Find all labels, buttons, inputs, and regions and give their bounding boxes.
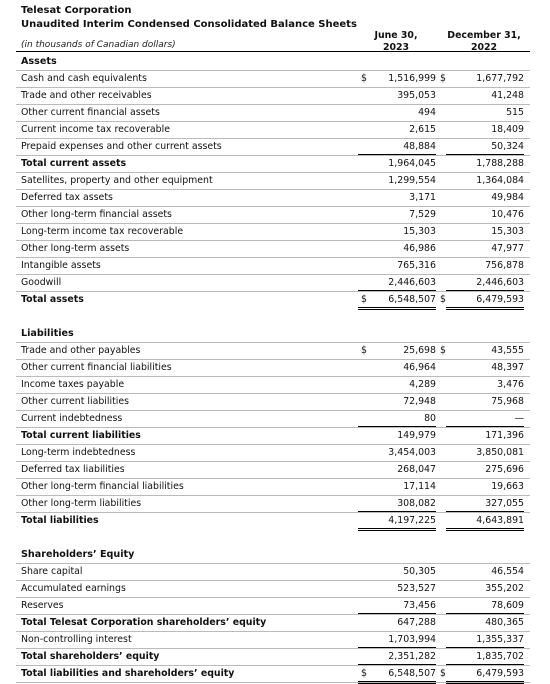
value-cell-jun-2023 (358, 563, 436, 579)
cell-value: 765,316 (397, 260, 436, 271)
value-cell-jun-2023 (358, 240, 436, 256)
row-divider (16, 495, 530, 496)
row-label: Current indebtedness (21, 413, 123, 424)
value-cell-dec-2022 (446, 155, 524, 171)
cell-value: 1,788,288 (476, 158, 524, 169)
table-row-long-term-income-tax-recoverable (0, 223, 550, 240)
value-cell-jun-2023 (358, 155, 436, 171)
currency-symbol: $ (440, 73, 446, 84)
currency-symbol: $ (361, 294, 367, 305)
cell-value: 171,396 (485, 430, 524, 441)
cell-value: 50,324 (491, 141, 524, 152)
row-divider (16, 274, 530, 275)
row-divider (16, 342, 530, 343)
currency-symbol: $ (361, 73, 367, 84)
cell-value: 41,248 (491, 90, 524, 101)
row-label: Goodwill (21, 277, 62, 288)
value-cell-dec-2022 (446, 359, 524, 375)
table-row-trade-and-other-payables (0, 342, 550, 359)
row-divider (16, 104, 530, 105)
table-row-long-term-indebtedness (0, 444, 550, 461)
cell-value: 47,977 (491, 243, 524, 254)
value-cell-jun-2023 (358, 342, 436, 358)
cell-value: 46,986 (403, 243, 436, 254)
cell-value: 1,677,792 (476, 73, 524, 84)
row-divider (16, 682, 530, 683)
cell-value: 1,364,084 (476, 175, 524, 186)
value-cell-jun-2023 (358, 172, 436, 188)
row-label: Other current financial liabilities (21, 362, 172, 373)
row-divider (16, 189, 530, 190)
value-cell-dec-2022 (446, 87, 524, 103)
row-label: Total liabilities and shareholders’ equity (21, 668, 235, 679)
value-cell-jun-2023 (358, 597, 436, 614)
value-cell-jun-2023 (358, 376, 436, 392)
spacer-row (0, 529, 550, 546)
row-divider (16, 376, 530, 377)
row-divider (16, 70, 530, 71)
cell-value: 1,299,554 (388, 175, 436, 186)
value-cell-dec-2022 (446, 342, 524, 358)
currency-symbol: $ (440, 668, 446, 679)
value-cell-dec-2022 (446, 478, 524, 494)
table-row-other-current-financial-liabilities (0, 359, 550, 376)
cell-value: 327,055 (485, 498, 524, 509)
cell-value: 72,948 (403, 396, 436, 407)
cell-value: 2,351,282 (388, 651, 436, 662)
table-row-prepaid-expenses-and-other-current-assets (0, 138, 550, 155)
table-row-intangible-assets (0, 257, 550, 274)
cell-value: 43,555 (491, 345, 524, 356)
row-divider (16, 206, 530, 207)
table-row-total-current-assets (0, 155, 550, 172)
row-label: Other long-term liabilities (21, 498, 142, 509)
row-divider (16, 631, 530, 632)
section-heading-assets (0, 53, 550, 70)
cell-value: 10,476 (491, 209, 524, 220)
value-cell-dec-2022 (446, 206, 524, 222)
value-cell-dec-2022 (446, 274, 524, 291)
cell-value: 19,663 (491, 481, 524, 492)
value-cell-jun-2023 (358, 648, 436, 665)
row-label: Non-controlling interest (21, 634, 132, 645)
cell-value: 6,548,507 (388, 294, 436, 305)
table-row-other-long-term-financial-liabilities (0, 478, 550, 495)
value-cell-jun-2023 (358, 206, 436, 222)
cell-value: 4,643,891 (476, 515, 524, 526)
company-name: Telesat Corporation (21, 5, 132, 16)
value-cell-jun-2023 (358, 274, 436, 291)
section-heading-shareholders-equity (0, 546, 550, 563)
row-divider (16, 614, 530, 615)
table-row-current-indebtedness (0, 410, 550, 427)
currency-symbol: $ (361, 345, 367, 356)
table-row-total-liabilities (0, 512, 550, 529)
value-cell-dec-2022 (446, 410, 524, 427)
value-cell-dec-2022 (446, 70, 524, 86)
table-row-satellites-property-and-other-equipment (0, 172, 550, 189)
table-row-other-current-financial-assets (0, 104, 550, 121)
cell-value: 149,979 (397, 430, 436, 441)
row-label: Total Telesat Corporation shareholders’ equity (21, 617, 267, 628)
value-cell-jun-2023 (358, 410, 436, 427)
cell-value: 523,527 (397, 583, 436, 594)
row-label: Other current financial assets (21, 107, 160, 118)
cell-value: 15,303 (491, 226, 524, 237)
cell-value: 6,548,507 (388, 668, 436, 679)
cell-value: 1,964,045 (388, 158, 436, 169)
row-label: Satellites, property and other equipment (21, 175, 213, 186)
value-cell-jun-2023 (358, 189, 436, 205)
value-cell-dec-2022 (446, 580, 524, 596)
cell-value: 3,850,081 (476, 447, 524, 458)
row-label: Intangible assets (21, 260, 101, 271)
value-cell-dec-2022 (446, 597, 524, 614)
table-row-deferred-tax-liabilities (0, 461, 550, 478)
value-cell-dec-2022 (446, 240, 524, 256)
section-heading-liabilities (0, 325, 550, 342)
table-row-accumulated-earnings (0, 580, 550, 597)
cell-value: 494 (418, 107, 436, 118)
cell-value: 1,516,999 (388, 73, 436, 84)
balance-sheet-rows (0, 53, 550, 682)
cell-value: 50,305 (403, 566, 436, 577)
value-cell-jun-2023 (358, 138, 436, 155)
cell-value: 308,082 (397, 498, 436, 509)
value-cell-dec-2022 (446, 257, 524, 273)
cell-value: 1,703,994 (388, 634, 436, 645)
row-label: Prepaid expenses and other current assets (21, 141, 222, 152)
row-label: Other long-term financial assets (21, 209, 172, 220)
row-divider (16, 648, 530, 649)
spacer-row (0, 308, 550, 325)
value-cell-dec-2022 (446, 376, 524, 392)
row-label: Assets (21, 56, 57, 67)
value-cell-jun-2023 (358, 478, 436, 494)
value-cell-jun-2023 (358, 359, 436, 375)
table-row-other-long-term-liabilities (0, 495, 550, 512)
table-row-total-assets (0, 291, 550, 308)
row-divider (16, 87, 530, 88)
cell-value: 25,698 (403, 345, 436, 356)
cell-value: 2,446,603 (388, 277, 436, 288)
value-cell-dec-2022 (446, 189, 524, 205)
row-label: Reserves (21, 600, 64, 611)
value-cell-jun-2023 (358, 461, 436, 477)
header-rule (16, 51, 530, 52)
value-cell-dec-2022 (446, 223, 524, 239)
cell-value: 275,696 (485, 464, 524, 475)
value-cell-dec-2022 (446, 461, 524, 477)
value-cell-jun-2023 (358, 121, 436, 137)
row-divider (16, 478, 530, 479)
cell-value: 3,171 (409, 192, 436, 203)
currency-symbol: $ (361, 668, 367, 679)
row-label: Long-term income tax recoverable (21, 226, 184, 237)
cell-value: — (514, 413, 524, 424)
value-cell-dec-2022 (446, 393, 524, 409)
cell-value: 2,615 (409, 124, 436, 135)
cell-value: 80 (424, 413, 436, 424)
cell-value: 46,554 (491, 566, 524, 577)
row-divider (16, 410, 530, 411)
row-label: Other current liabilities (21, 396, 130, 407)
row-label: Deferred tax assets (21, 192, 113, 203)
table-row-current-income-tax-recoverable (0, 121, 550, 138)
row-divider (16, 444, 530, 445)
cell-value: 46,964 (403, 362, 436, 373)
row-label: Deferred tax liabilities (21, 464, 125, 475)
row-label: Long-term indebtedness (21, 447, 136, 458)
value-cell-dec-2022 (446, 495, 524, 512)
statement-title: Unaudited Interim Condensed Consolidated Balance Sheets (21, 19, 357, 30)
value-cell-jun-2023 (358, 393, 436, 409)
row-divider (16, 240, 530, 241)
cell-value: 48,397 (491, 362, 524, 373)
row-divider (16, 461, 530, 462)
row-divider (16, 512, 530, 513)
value-cell-dec-2022 (446, 427, 524, 443)
value-cell-dec-2022 (446, 631, 524, 648)
value-cell-dec-2022 (446, 444, 524, 460)
row-divider (16, 138, 530, 139)
cell-value: 756,878 (485, 260, 524, 271)
table-row-other-long-term-financial-assets (0, 206, 550, 223)
statement-header (21, 4, 357, 32)
currency-symbol: $ (440, 294, 446, 305)
row-divider (16, 580, 530, 581)
row-label: Other long-term assets (21, 243, 130, 254)
cell-value: 480,365 (485, 617, 524, 628)
row-label: Accumulated earnings (21, 583, 126, 594)
cell-value: 4,289 (409, 379, 436, 390)
row-divider (16, 257, 530, 258)
row-label: Share capital (21, 566, 83, 577)
cell-value: 48,884 (403, 141, 436, 152)
row-label: Trade and other receivables (21, 90, 152, 101)
cell-value: 18,409 (491, 124, 524, 135)
cell-value: 355,202 (485, 583, 524, 594)
cell-value: 1,835,702 (476, 651, 524, 662)
cell-value: 1,355,337 (476, 634, 524, 645)
cell-value: 395,053 (397, 90, 436, 101)
value-cell-jun-2023 (358, 614, 436, 630)
table-row-non-controlling-interest (0, 631, 550, 648)
value-cell-jun-2023 (358, 87, 436, 103)
row-divider (16, 155, 530, 156)
row-divider (16, 291, 530, 292)
row-label: Total shareholders’ equity (21, 651, 160, 662)
table-row-total-telesat-corporation-shareholders-equity (0, 614, 550, 631)
row-divider (16, 393, 530, 394)
row-divider (16, 121, 530, 122)
cell-value: 647,288 (397, 617, 436, 628)
cell-value: 6,479,593 (476, 294, 524, 305)
cell-value: 515 (506, 107, 524, 118)
cell-value: 4,197,225 (388, 515, 436, 526)
cell-value: 78,609 (491, 600, 524, 611)
value-cell-jun-2023 (358, 104, 436, 120)
row-divider (16, 427, 530, 428)
table-row-total-shareholders-equity (0, 648, 550, 665)
table-row-cash-and-cash-equivalents (0, 70, 550, 87)
value-cell-jun-2023 (358, 70, 436, 86)
column-header-prior-line1: December 31, (447, 30, 521, 41)
row-label: Other long-term financial liabilities (21, 481, 184, 492)
value-cell-jun-2023 (358, 257, 436, 273)
value-cell-jun-2023 (358, 444, 436, 460)
value-cell-dec-2022 (446, 563, 524, 579)
table-row-goodwill (0, 274, 550, 291)
value-cell-jun-2023 (358, 495, 436, 512)
table-row-deferred-tax-assets (0, 189, 550, 206)
row-divider (16, 359, 530, 360)
row-divider (16, 172, 530, 173)
table-row-share-capital (0, 563, 550, 580)
table-row-other-long-term-assets (0, 240, 550, 257)
cell-value: 2,446,603 (476, 277, 524, 288)
table-row-total-liabilities-and-shareholders-equity (0, 665, 550, 682)
row-divider (16, 665, 530, 666)
column-header-current-line2: 2023 (382, 42, 410, 53)
value-cell-dec-2022 (446, 614, 524, 630)
cell-value: 73,456 (403, 600, 436, 611)
cell-value: 15,303 (403, 226, 436, 237)
units-note: (in thousands of Canadian dollars) (21, 40, 176, 50)
value-cell-jun-2023 (358, 631, 436, 648)
table-row-total-current-liabilities (0, 427, 550, 444)
column-header-prior-line2: 2022 (470, 42, 498, 53)
cell-value: 3,476 (497, 379, 524, 390)
value-cell-dec-2022 (446, 138, 524, 155)
row-label: Cash and cash equivalents (21, 73, 147, 84)
cell-value: 3,454,003 (388, 447, 436, 458)
cell-value: 6,479,593 (476, 668, 524, 679)
row-label: Income taxes payable (21, 379, 125, 390)
table-row-income-taxes-payable (0, 376, 550, 393)
value-cell-dec-2022 (446, 121, 524, 137)
row-divider (16, 597, 530, 598)
row-divider (16, 223, 530, 224)
table-row-trade-and-other-receivables (0, 87, 550, 104)
currency-symbol: $ (440, 345, 446, 356)
row-divider (16, 563, 530, 564)
value-cell-dec-2022 (446, 172, 524, 188)
value-cell-jun-2023 (358, 427, 436, 443)
cell-value: 17,114 (403, 481, 436, 492)
value-cell-jun-2023 (358, 223, 436, 239)
column-header-current-line1: June 30, (374, 30, 418, 41)
value-cell-dec-2022 (446, 648, 524, 665)
row-label: Liabilities (21, 328, 74, 339)
row-label: Total assets (21, 294, 84, 305)
row-label: Current income tax recoverable (21, 124, 171, 135)
row-label: Trade and other payables (21, 345, 141, 356)
table-row-other-current-liabilities (0, 393, 550, 410)
value-cell-dec-2022 (446, 104, 524, 120)
cell-value: 49,984 (491, 192, 524, 203)
cell-value: 75,968 (491, 396, 524, 407)
row-label: Total liabilities (21, 515, 99, 526)
row-label: Shareholders’ Equity (21, 549, 135, 560)
row-label: Total current assets (21, 158, 127, 169)
table-row-reserves (0, 597, 550, 614)
cell-value: 268,047 (397, 464, 436, 475)
value-cell-jun-2023 (358, 580, 436, 596)
cell-value: 7,529 (409, 209, 436, 220)
row-label: Total current liabilities (21, 430, 141, 441)
